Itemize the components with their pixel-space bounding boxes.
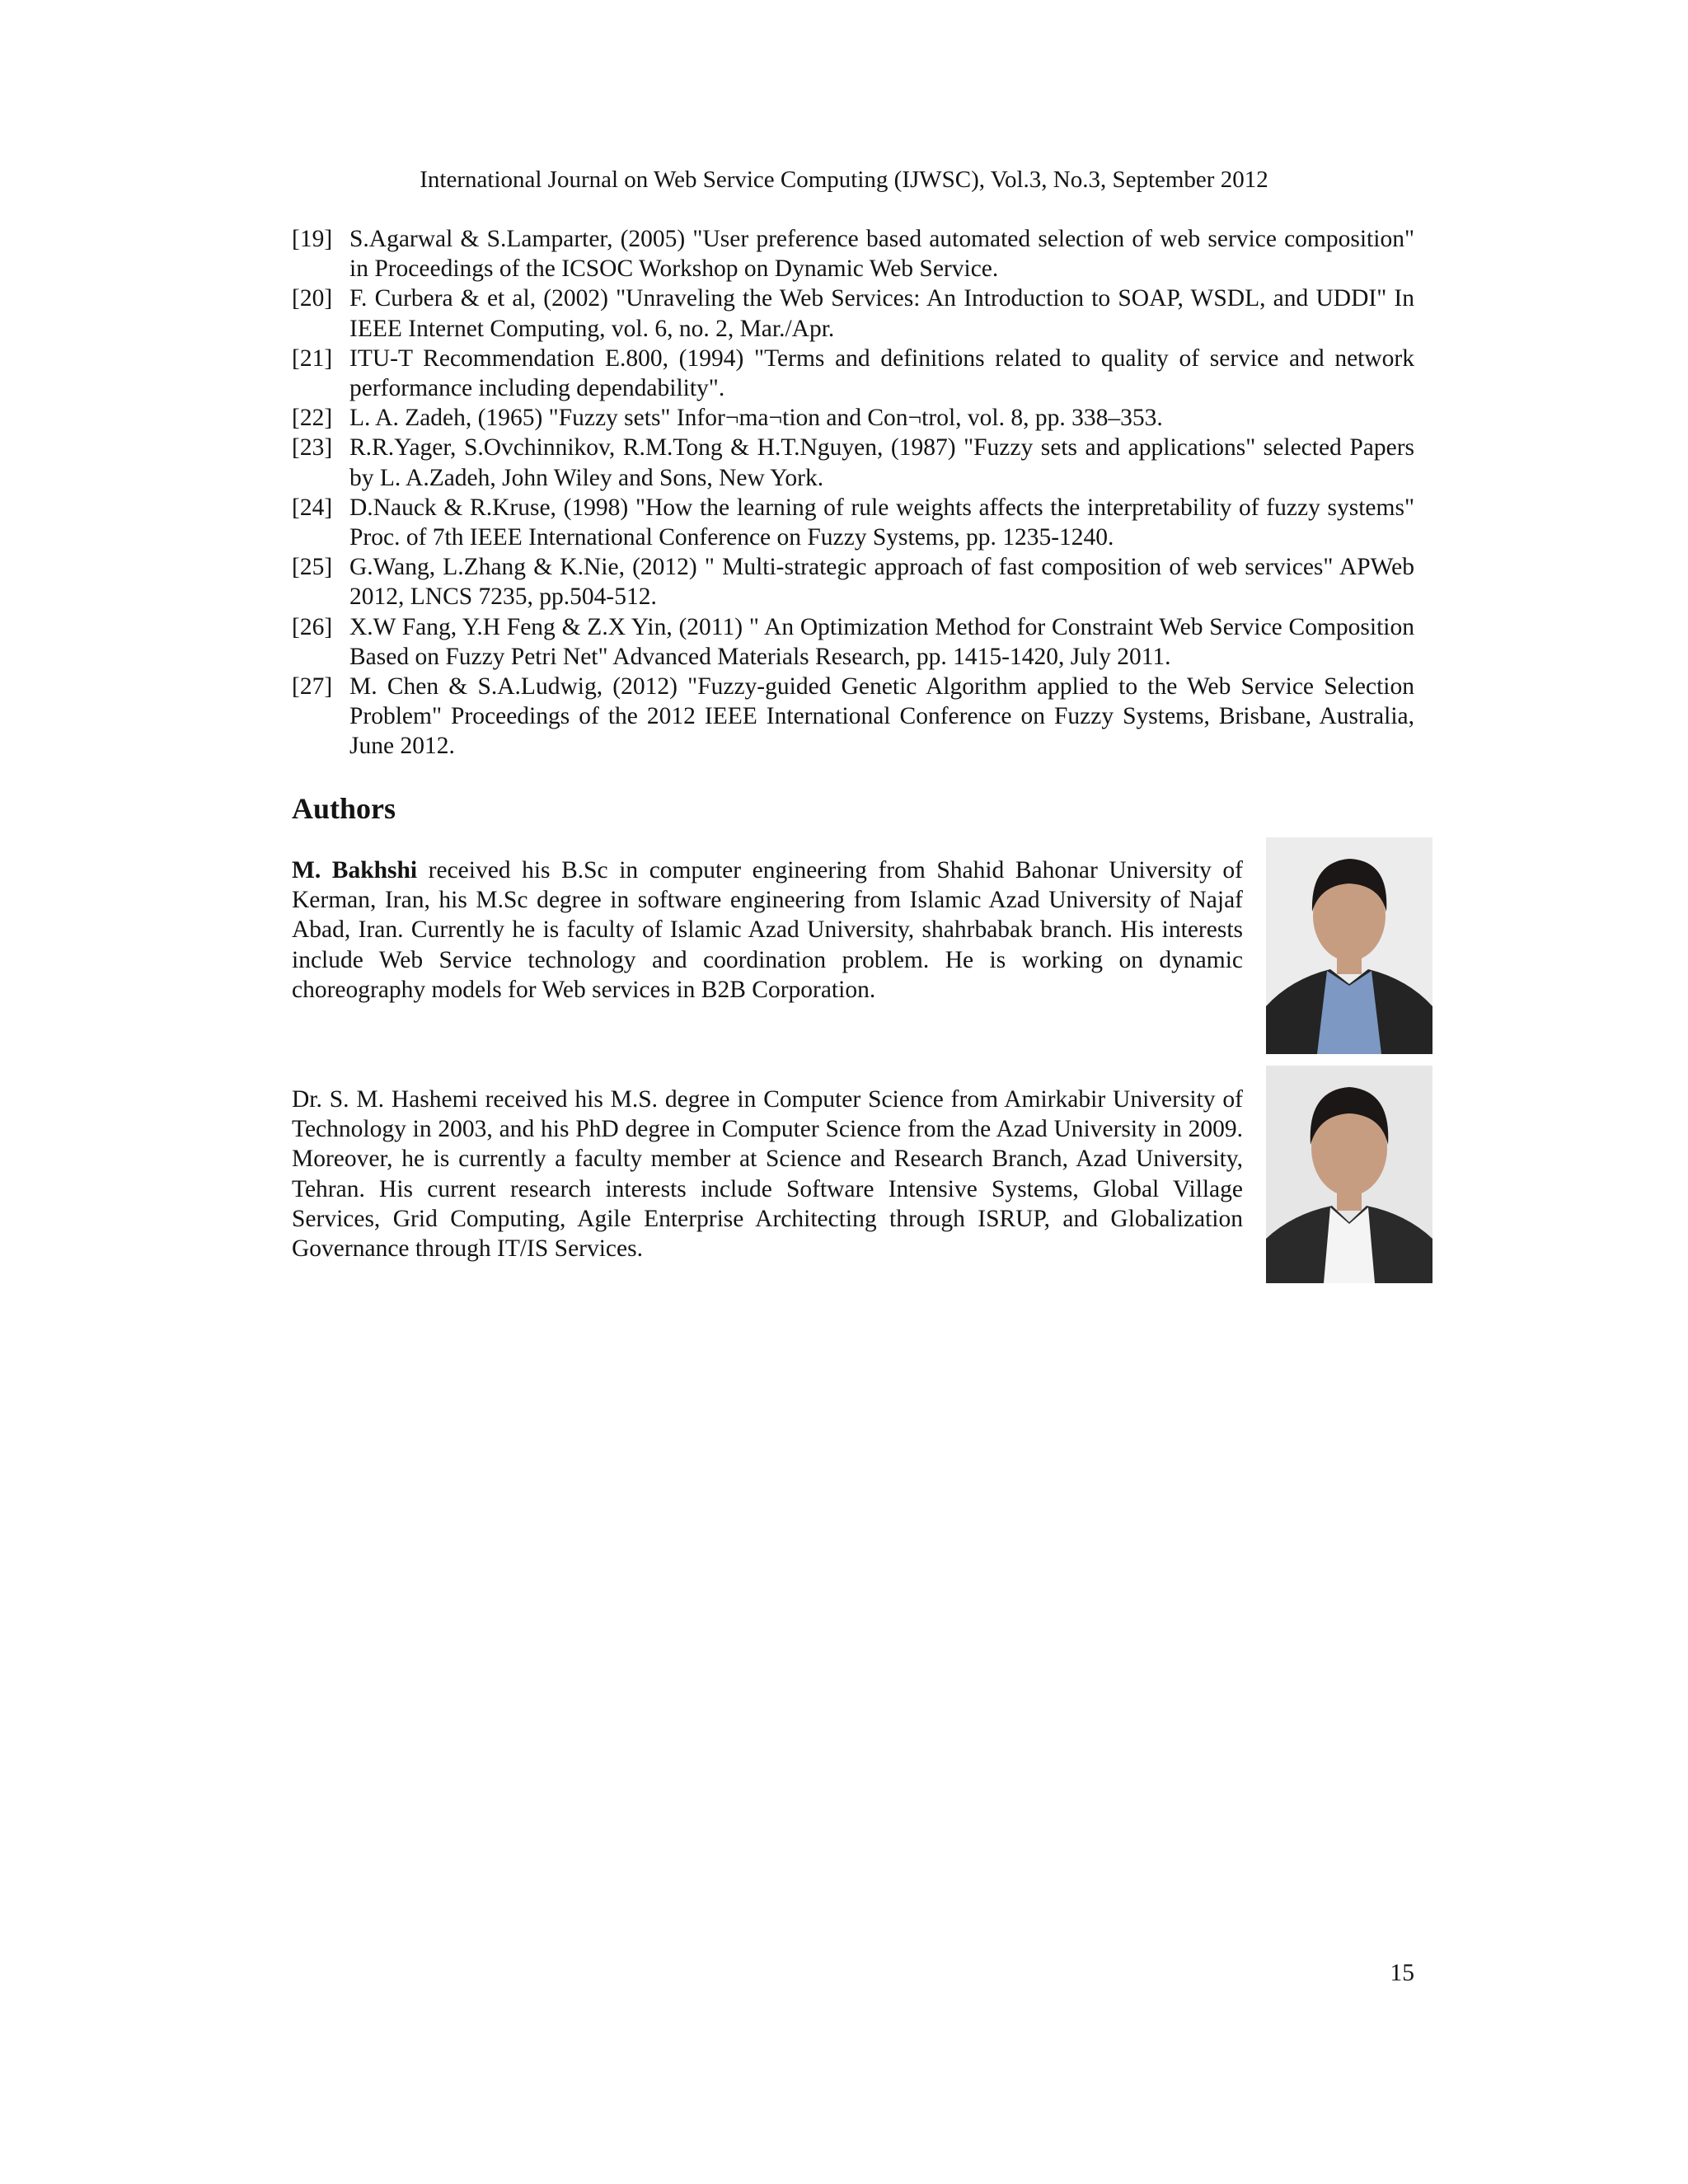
reference-text: G.Wang, L.Zhang & K.Nie, (2012) " Multi-strategic approach of fast composition of web services" APWeb 2012, LNCS 7235, pp.504-512. xyxy=(349,554,1414,611)
reference-item xyxy=(292,284,1414,343)
reference-list xyxy=(292,224,1414,762)
reference-item xyxy=(292,552,1414,612)
reference-item xyxy=(292,672,1414,762)
reference-number: [23] xyxy=(292,434,333,462)
running-head: International Journal on Web Service Computing (IJWSC), Vol.3, No.3, September 2012 xyxy=(420,166,1268,193)
authors-heading: Authors xyxy=(292,792,396,825)
author-bio-text: received his B.Sc in computer engineering from Shahid Bahonar University of Kerman, Iran, his M.Sc degree in software engineering from Islamic Azad University of Najaf Abad, Iran. Currently he is faculty of Islamic Azad University, shahrbabak branch. His interests include Web Service technology and coordination problem. He is working on dynamic choreography models for Web services in B2B Corporation. xyxy=(292,857,1244,1003)
reference-item xyxy=(292,493,1414,552)
reference-item xyxy=(292,403,1414,433)
reference-number: [22] xyxy=(292,405,333,432)
reference-text: L. A. Zadeh, (1965) "Fuzzy sets" Infor¬ma¬tion and Con¬trol, vol. 8, pp. 338–353. xyxy=(349,405,1163,432)
reference-item xyxy=(292,612,1414,672)
page-number: 15 xyxy=(1390,1960,1414,1986)
author-bio xyxy=(292,1085,1243,1263)
reference-item xyxy=(292,224,1414,284)
reference-item xyxy=(292,344,1414,403)
reference-text: X.W Fang, Y.H Feng & Z.X Yin, (2011) " An Optimization Method for Constraint Web Service Composition Based on Fuzzy Petri Net" Advanced Materials Research, pp. 1415-1420, July 2011. xyxy=(349,613,1414,670)
reference-number: [20] xyxy=(292,285,333,312)
reference-number: [25] xyxy=(292,554,333,581)
reference-text: F. Curbera & et al, (2002) "Unraveling the Web Services: An Introduction to SOAP, WSDL, and UDDI" In IEEE Internet Computing, vol. 6, no. 2, Mar./Apr. xyxy=(349,285,1414,342)
reference-text: M. Chen & S.A.Ludwig, (2012) "Fuzzy-guided Genetic Algorithm applied to the Web Service Selection Problem" Proceedings of the 2012 IEEE International Conference on Fuzzy Systems, Brisbane, Australia, June 2012. xyxy=(349,673,1414,760)
reference-text: D.Nauck & R.Kruse, (1998) "How the learning of rule weights affects the interpretability of fuzzy systems" Proc. of 7th IEEE International Conference on Fuzzy Systems, pp. 1235-1240. xyxy=(349,494,1414,551)
author-photo xyxy=(1266,1066,1432,1283)
reference-text: ITU-T Recommendation E.800, (1994) "Terms and definitions related to quality of service and network performance including dependability". xyxy=(349,344,1414,402)
reference-number: [27] xyxy=(292,673,333,701)
reference-text: S.Agarwal & S.Lamparter, (2005) "User preference based automated selection of web service composition" in Proceedings of the ICSOC Workshop on Dynamic Web Service. xyxy=(349,226,1414,283)
reference-number: [26] xyxy=(292,613,333,640)
reference-item xyxy=(292,433,1414,492)
reference-number: [24] xyxy=(292,494,333,521)
portrait-illustration xyxy=(1266,837,1432,1054)
author-name: M. Bakhshi xyxy=(292,857,418,883)
author-photo xyxy=(1266,837,1432,1054)
reference-number: [19] xyxy=(292,226,333,252)
reference-number: [21] xyxy=(292,344,333,372)
reference-text: R.R.Yager, S.Ovchinnikov, R.M.Tong & H.T.Nguyen, (1987) "Fuzzy sets and applications" selected Papers by L. A.Zadeh, John Wiley and Sons, New York. xyxy=(349,434,1414,491)
portrait-illustration xyxy=(1266,1066,1432,1283)
author-bio xyxy=(292,855,1243,1005)
author-bio-text: Dr. S. M. Hashemi received his M.S. degree in Computer Science from Amirkabir University of Technology in 2003, and his PhD degree in Computer Science from the Azad University in 2009. Moreover, he is currently a faculty member at Science and Research Branch, Azad University, Tehran. His current research interests include Software Intensive Systems, Global Village Services, Grid Computing, Agile Enterprise Architecting through ISRUP, and Globalization Governance through IT/IS Services. xyxy=(292,1086,1243,1263)
